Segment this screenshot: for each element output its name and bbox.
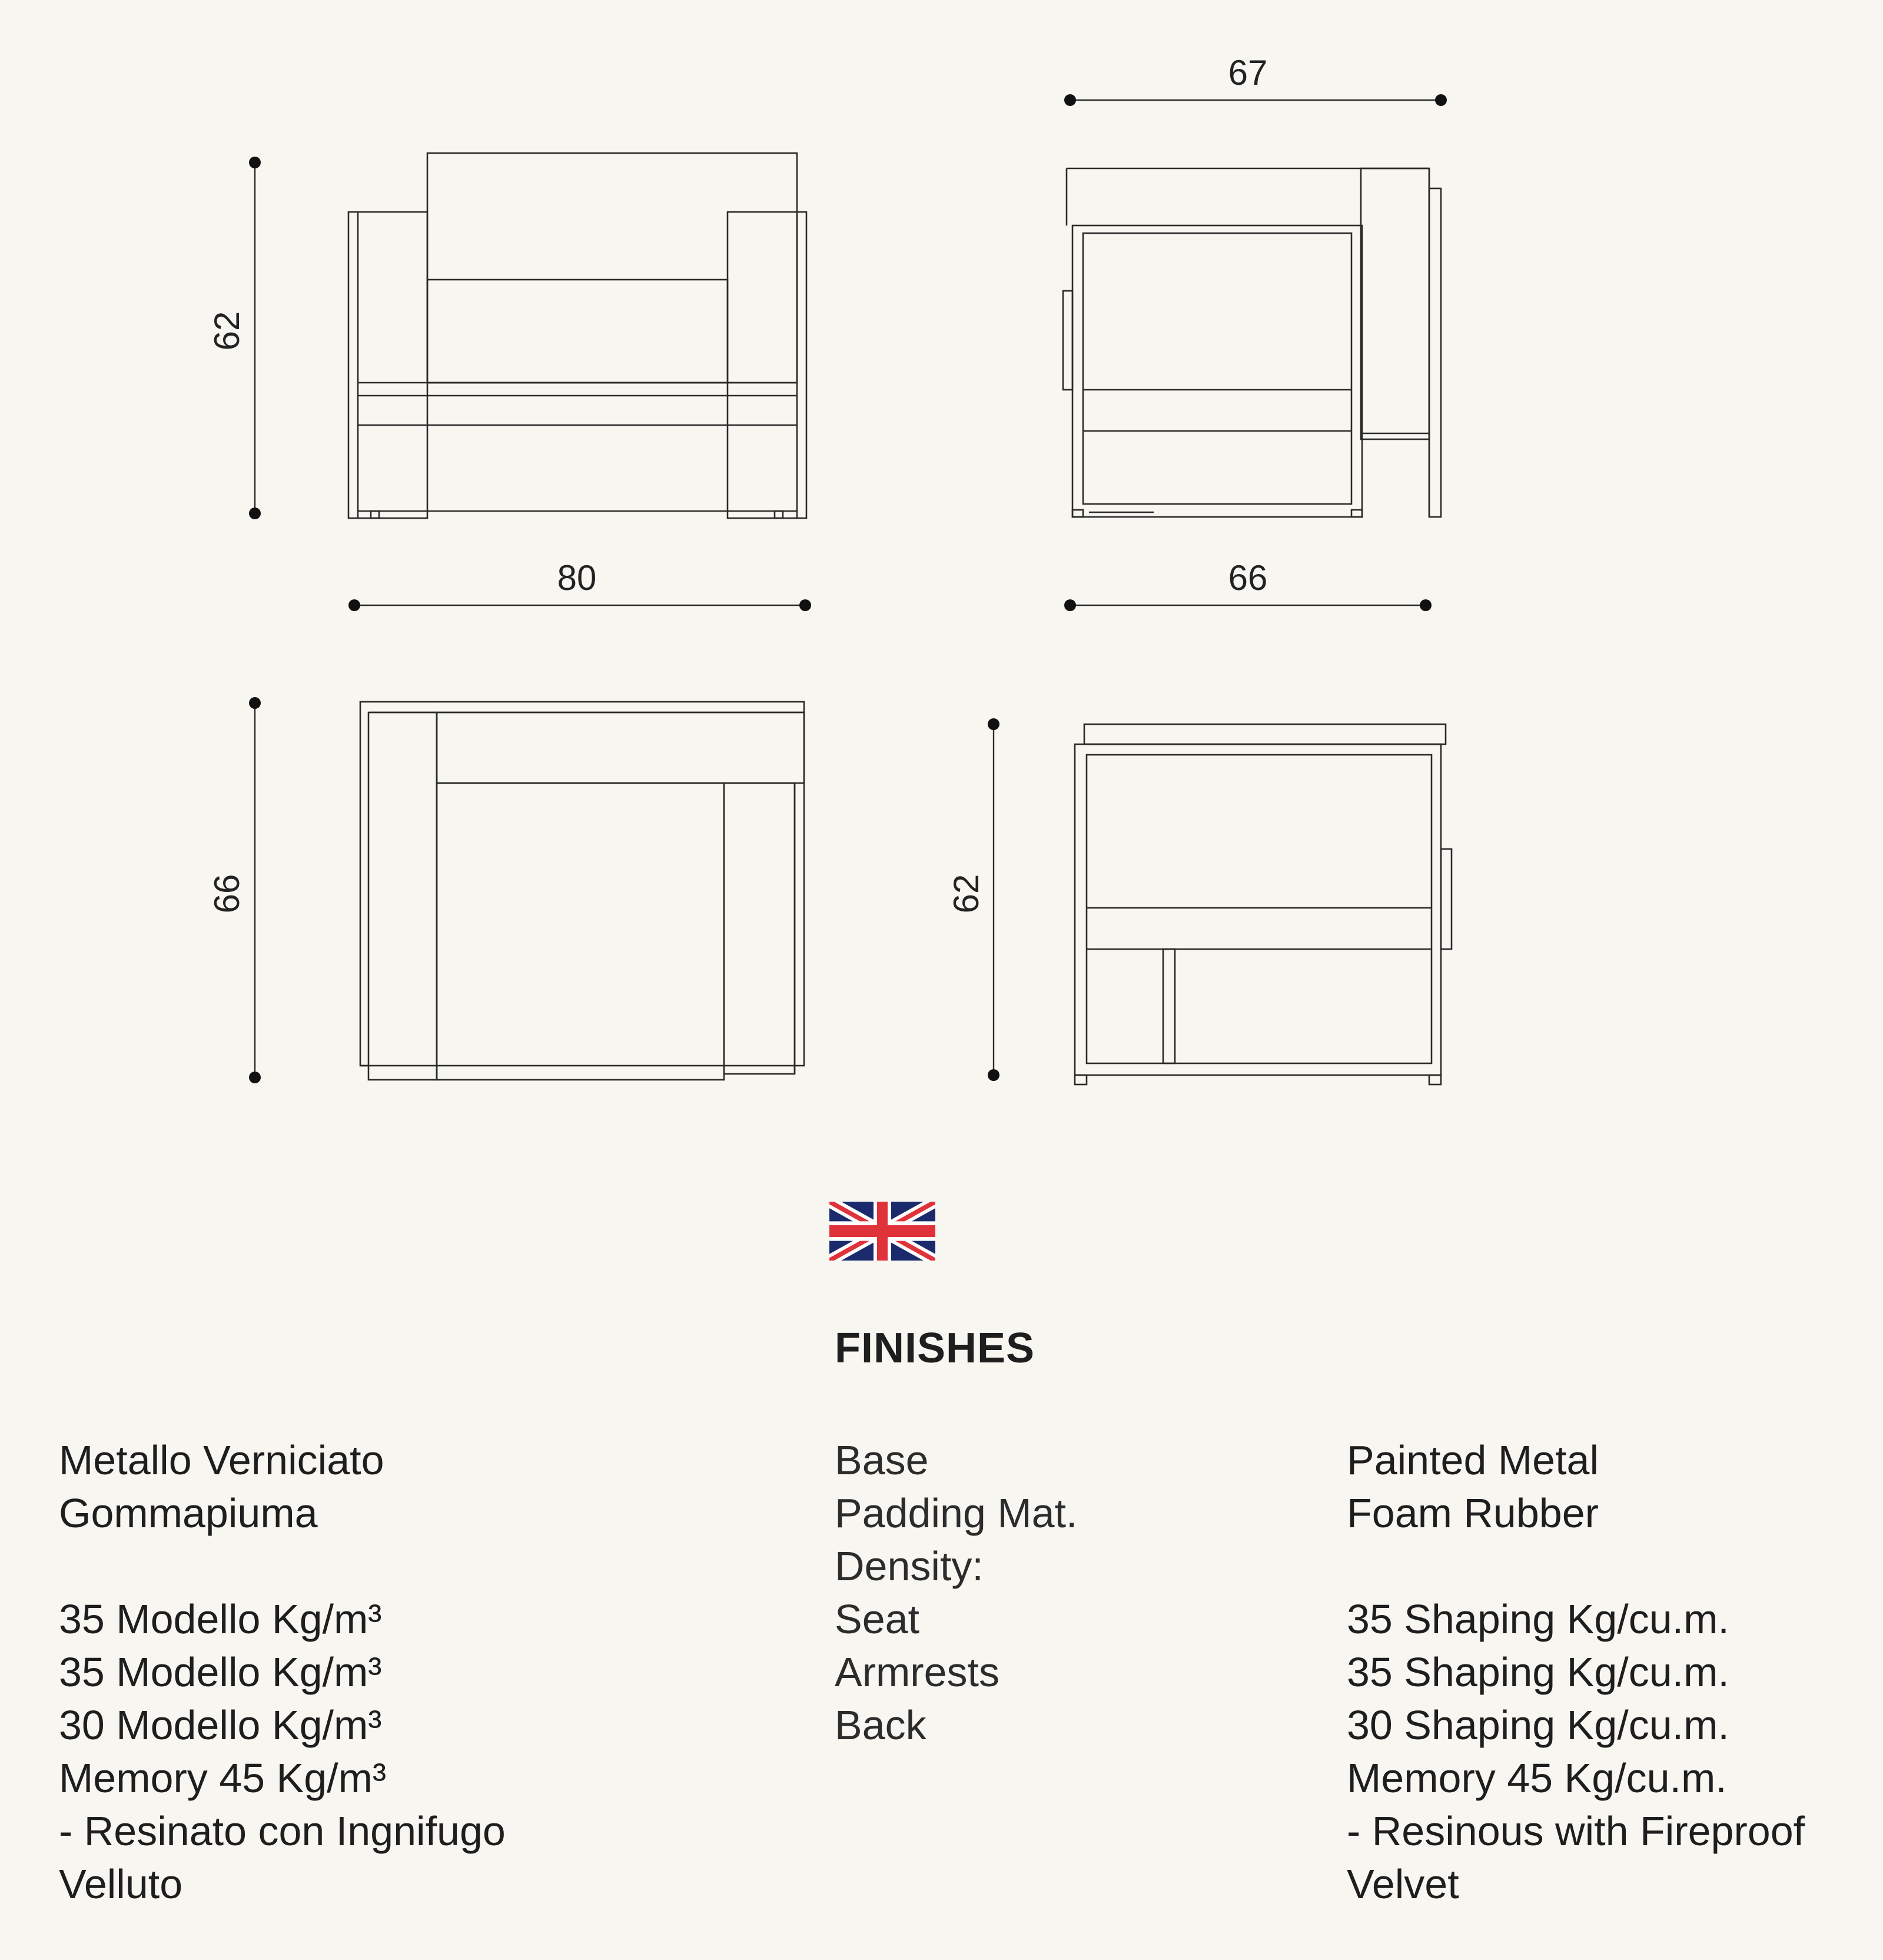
finish-label: Armrests (835, 1649, 999, 1695)
english-finish-line: Memory 45 Kg/cu.m. (1347, 1755, 1727, 1801)
finish-label: Base (835, 1437, 929, 1483)
side-top-label: 67 (1228, 53, 1268, 92)
uk-flag-icon (829, 1202, 935, 1261)
english-finish-line: 35 Shaping Kg/cu.m. (1347, 1649, 1729, 1695)
italian-finish-line: Memory 45 Kg/m³ (59, 1755, 387, 1801)
italian-finish-line: - Resinato con Ingnifugo (59, 1808, 506, 1854)
finish-label: Density: (835, 1543, 984, 1589)
top-depth-label: 66 (207, 874, 247, 914)
side-bottom-label: 66 (1228, 558, 1268, 598)
english-finish-line: Painted Metal (1347, 1437, 1599, 1483)
english-finish-line: - Resinous with Fireproof (1347, 1808, 1805, 1854)
italian-finish-line: 30 Modello Kg/m³ (59, 1702, 382, 1748)
back-height-label: 62 (947, 874, 986, 914)
italian-finishes-column (59, 1434, 753, 1911)
english-finish-line: 30 Shaping Kg/cu.m. (1347, 1702, 1729, 1748)
front-width-label: 80 (557, 558, 597, 598)
finish-label: Seat (835, 1596, 919, 1642)
english-finishes-column (1347, 1434, 1877, 1911)
italian-finish-line: Velluto (59, 1861, 183, 1907)
italian-finish-line: Metallo Verniciato (59, 1437, 384, 1483)
top-view (360, 702, 804, 1080)
front-view (348, 153, 806, 518)
front-height-dimension (207, 157, 261, 519)
top-depth-dimension (207, 697, 261, 1083)
english-finish-line: 35 Shaping Kg/cu.m. (1347, 1596, 1729, 1642)
front-height-label: 62 (207, 311, 247, 351)
finish-label: Padding Mat. (835, 1490, 1078, 1536)
side-bottom-dimension (1064, 558, 1432, 611)
italian-finish-line (59, 1540, 753, 1593)
back-height-dimension (947, 718, 999, 1081)
italian-finish-line: Gommapiuma (59, 1490, 318, 1536)
finishes-heading: FINISHES (835, 1325, 1035, 1372)
finish-labels-column (835, 1434, 1282, 1752)
italian-finish-line: 35 Modello Kg/m³ (59, 1596, 382, 1642)
italian-finish-line: 35 Modello Kg/m³ (59, 1649, 382, 1695)
side-view (1063, 168, 1441, 517)
finish-label: Back (835, 1702, 926, 1748)
english-finish-line: Velvet (1347, 1861, 1459, 1907)
english-finish-line: Foam Rubber (1347, 1490, 1599, 1536)
front-width-dimension (348, 558, 811, 611)
side-top-dimension (1064, 53, 1447, 106)
back-view (1075, 724, 1452, 1085)
english-finish-line (1347, 1540, 1877, 1593)
